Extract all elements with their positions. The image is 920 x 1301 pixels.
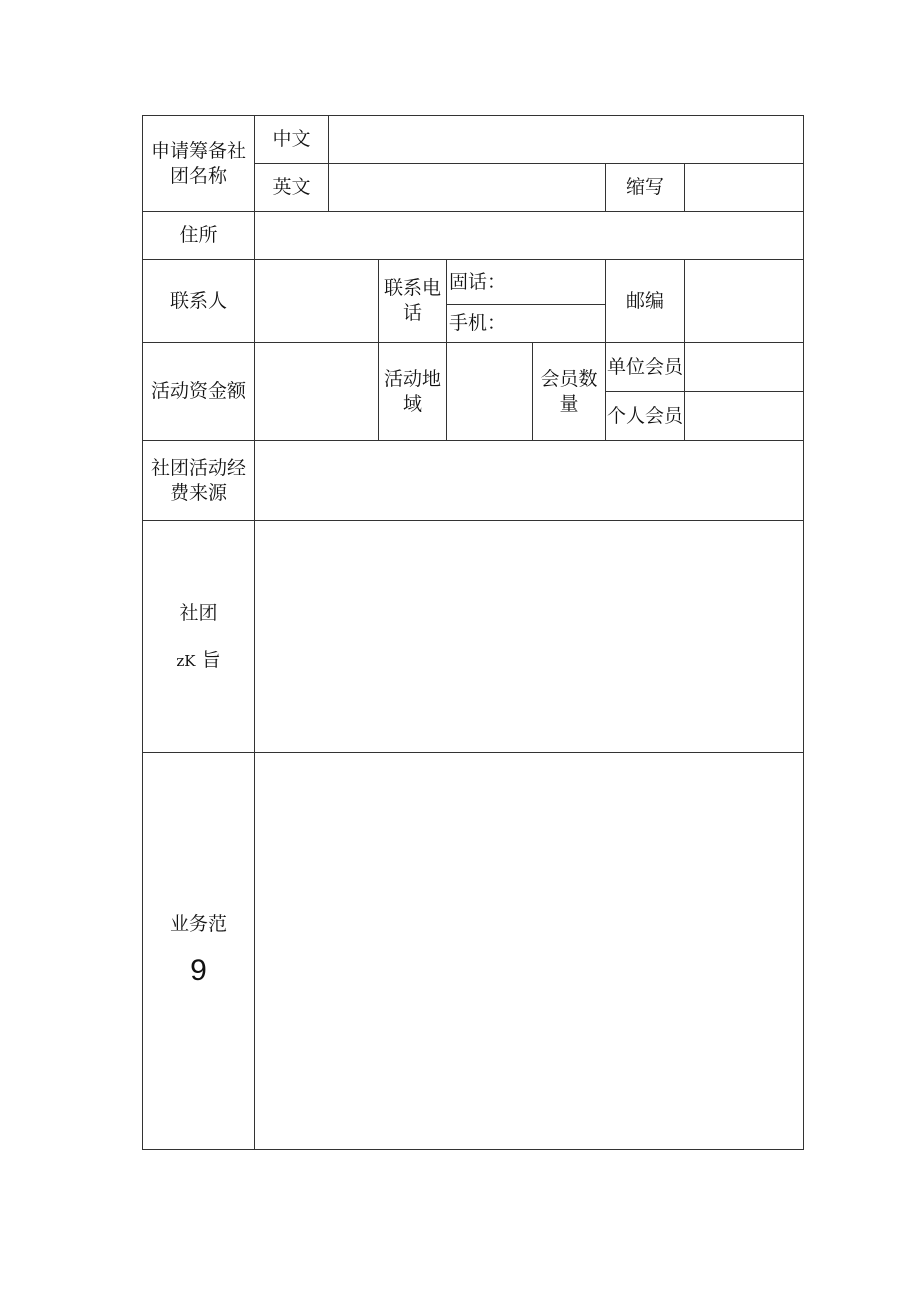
society-name-label: 申请筹备社团名称 <box>143 116 255 212</box>
business-scope-label-text: 业务范 <box>169 913 227 936</box>
funding-source-field[interactable] <box>255 441 804 521</box>
unit-member-label: 单位会员 <box>606 343 685 392</box>
business-scope-field[interactable] <box>255 753 804 1150</box>
activity-region-field[interactable] <box>447 343 533 441</box>
postcode-label: 邮编 <box>606 260 685 343</box>
address-label: 住所 <box>143 212 255 260</box>
contact-person-field[interactable] <box>255 260 379 343</box>
chinese-name-field[interactable] <box>329 116 804 164</box>
society-application-form <box>142 115 804 1150</box>
member-count-label: 会员数量 <box>533 343 606 441</box>
english-name-label: 英文 <box>255 164 329 212</box>
purpose-label-char: 旨 <box>201 648 221 671</box>
purpose-label <box>143 521 255 753</box>
unit-member-field[interactable] <box>685 343 804 392</box>
individual-member-label: 个人会员 <box>606 392 685 441</box>
postcode-field[interactable] <box>685 260 804 343</box>
purpose-field[interactable] <box>255 521 804 753</box>
abbreviation-label: 缩写 <box>606 164 685 212</box>
activity-funds-field[interactable] <box>255 343 379 441</box>
address-field[interactable] <box>255 212 804 260</box>
activity-funds-label: 活动资金额 <box>143 343 255 441</box>
business-scope-label-suffix: 9 <box>190 953 207 987</box>
landline-field[interactable]: 固话： <box>447 260 606 305</box>
chinese-name-label: 中文 <box>255 116 329 164</box>
abbreviation-field[interactable] <box>685 164 804 212</box>
individual-member-field[interactable] <box>685 392 804 441</box>
activity-region-label: 活动地域 <box>379 343 447 441</box>
mobile-field[interactable]: 手机： <box>447 305 606 343</box>
purpose-label-line2 <box>143 648 254 673</box>
english-name-field[interactable] <box>329 164 606 212</box>
contact-person-label: 联系人 <box>143 260 255 343</box>
business-scope-label <box>143 753 255 1150</box>
funding-source-label: 社团活动经费来源 <box>143 441 255 521</box>
purpose-label-line1: 社团 <box>179 601 218 624</box>
contact-phone-label: 联系电话 <box>379 260 447 343</box>
purpose-label-zk: zK <box>176 651 196 670</box>
